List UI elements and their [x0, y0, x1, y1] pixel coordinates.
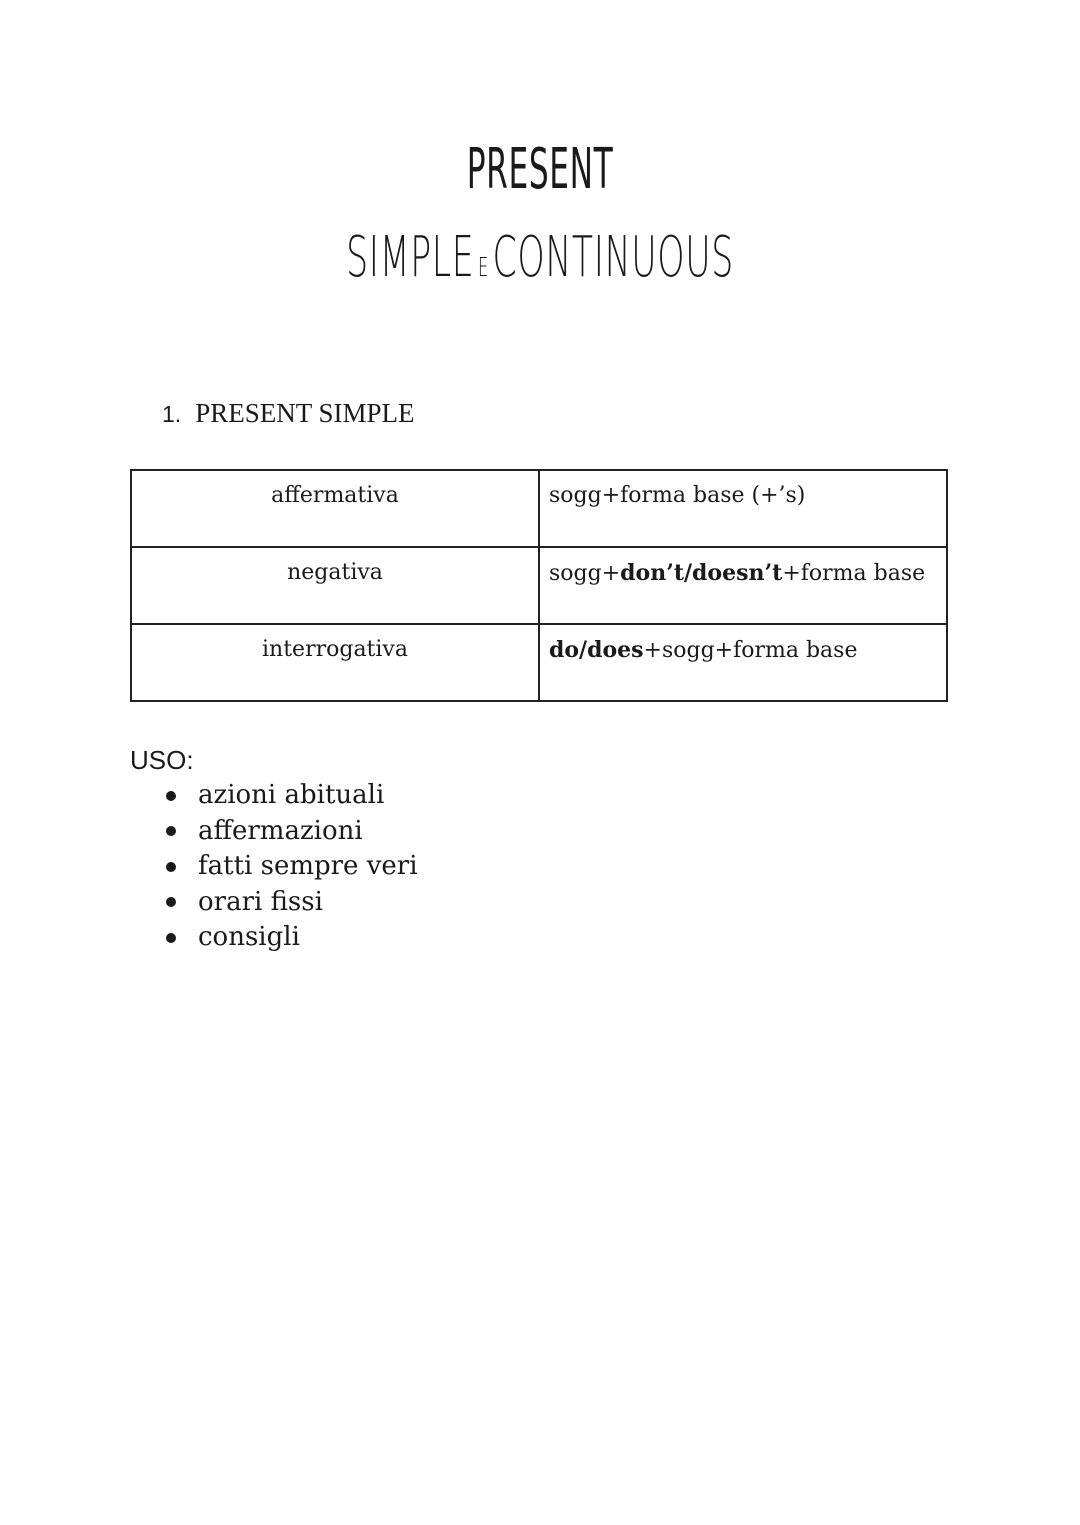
- form-type-cell: affermativa: [131, 470, 539, 547]
- form-type-cell: interrogativa: [131, 624, 539, 701]
- list-item: [162, 778, 418, 814]
- rule-part: +sogg+forma base: [643, 638, 858, 663]
- title-line-1: PRESENT: [466, 137, 614, 202]
- form-rule-cell: [539, 547, 947, 624]
- rule-part: +forma base: [782, 561, 926, 586]
- section-heading: [162, 398, 414, 429]
- list-item-text: affermazioni: [198, 815, 363, 846]
- list-item-text: orari fissi: [198, 886, 323, 917]
- rule-part-bold: don’t/doesn’t: [620, 560, 783, 586]
- list-item-text: consigli: [198, 922, 300, 952]
- list-item: [162, 814, 418, 850]
- section-title: PRESENT SIMPLE: [195, 398, 415, 428]
- table-row: [131, 624, 947, 701]
- form-type-cell: negativa: [131, 547, 539, 624]
- title-line-2: [205, 218, 875, 308]
- page-title: [0, 130, 1080, 308]
- list-item-text: azioni abituali: [198, 780, 385, 810]
- form-rule-cell: [539, 624, 947, 701]
- list-item: [162, 885, 418, 921]
- list-item-text: fatti sempre veri: [198, 851, 418, 881]
- bullet-icon: [166, 791, 176, 801]
- title-simple: SIMPLE: [346, 225, 475, 290]
- uso-label: USO:: [130, 745, 194, 775]
- section-number: 1.: [162, 401, 182, 427]
- rule-part-bold: do/does: [549, 637, 644, 663]
- table-row: [131, 470, 947, 547]
- form-rule-cell: [539, 470, 947, 547]
- rule-part: sogg+forma base (+’s): [549, 483, 806, 508]
- title-continuous: CONTINUOUS: [492, 225, 734, 290]
- bullet-icon: [166, 826, 176, 836]
- bullet-icon: [166, 933, 176, 943]
- rule-part: sogg+: [549, 561, 621, 586]
- uses-list: [162, 778, 418, 956]
- list-item: [162, 920, 418, 956]
- bullet-icon: [166, 897, 176, 907]
- table-row: [131, 547, 947, 624]
- title-connector: E: [478, 253, 489, 283]
- bullet-icon: [166, 862, 176, 872]
- list-item: [162, 849, 418, 885]
- grammar-table: [130, 469, 948, 702]
